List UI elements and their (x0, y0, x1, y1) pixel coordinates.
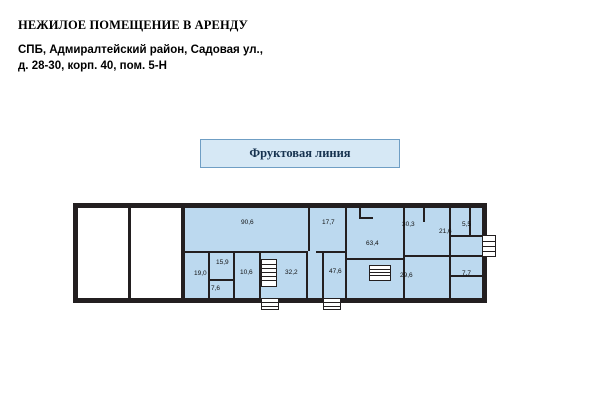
banner (200, 139, 400, 168)
room-label: 15,9 (216, 259, 229, 266)
wall-h-55 (451, 235, 482, 237)
bottom-stair-2b (324, 306, 340, 307)
exterior-stairs-bottom-2 (323, 298, 341, 310)
annex-step-3 (483, 251, 495, 252)
unleased-room-a (78, 208, 128, 298)
bottom-stair-1a (262, 302, 278, 303)
annex-step-2 (483, 246, 495, 247)
room-label: 19,0 (194, 270, 207, 277)
wall-v-216-left (449, 208, 451, 298)
unleased-room-b (131, 208, 181, 298)
wall-v-left-1 (128, 208, 131, 298)
wall-h-mid-right (316, 251, 346, 253)
wall-h-303-296 (405, 255, 449, 257)
room-label: 90,6 (241, 219, 254, 226)
wall-h-mid-left (185, 251, 308, 253)
room-label: 32,2 (285, 269, 298, 276)
room-label: 7,7 (462, 270, 472, 277)
room-label: 17,7 (322, 219, 335, 226)
wall-v-177-left (308, 208, 310, 251)
wall-v-476-left (322, 251, 324, 298)
room-label: 7,6 (211, 285, 221, 292)
page-subtitle (18, 42, 263, 74)
wall-v-322 (306, 251, 308, 298)
room-label: 47,6 (329, 268, 342, 275)
banner-label: Фруктовая линия (249, 146, 351, 160)
address-line-2: д. 28-30, корп. 40, пом. 5-Н (18, 60, 167, 72)
bottom-stair-1b (262, 306, 278, 307)
room-label: 21,6 (439, 228, 452, 235)
bottom-stair-2a (324, 302, 340, 303)
wall-v-left-2 (181, 208, 185, 298)
room-label: 5,5 (462, 221, 472, 228)
wall-h-216 (451, 255, 482, 257)
address-line-1: СПБ, Адмиралтейский район, Садовая ул., (18, 44, 263, 56)
exterior-stairs-bottom-1 (261, 298, 279, 310)
floor-plan (73, 203, 497, 303)
room-label: 10,6 (240, 269, 253, 276)
room-label: 29,6 (400, 272, 413, 279)
wall-h-notch-1 (359, 217, 373, 219)
staircase-right (369, 265, 391, 281)
wall-v-476-right (345, 208, 347, 298)
annex-step-1 (483, 241, 495, 242)
staircase-left (261, 259, 277, 287)
wall-v-159 (233, 251, 235, 298)
wall-h-76 (208, 279, 235, 281)
page-title: НЕЖИЛОЕ ПОМЕЩЕНИЕ В АРЕНДУ (18, 18, 248, 32)
wall-v-303-right (423, 208, 425, 222)
room-label: 63,4 (366, 240, 379, 247)
room-label: 30,3 (402, 221, 415, 228)
wall-v-19 (208, 251, 210, 298)
wall-h-634 (347, 258, 403, 260)
